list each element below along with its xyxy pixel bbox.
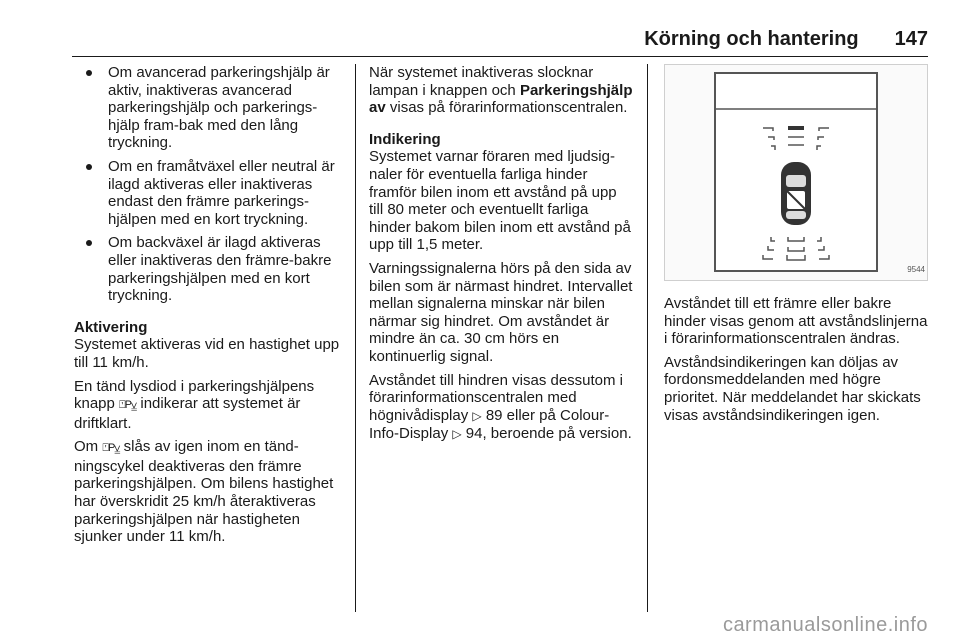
text-span: eller på Colour-Info-Display bbox=[369, 406, 610, 443]
paragraph-signals: Varningssignalerna hörs på den sida av bilen som är närmast hindret. Intervallet mellan signalerna minskar när bilen närmar sig hindret. Om avståndet är mindre än ca. 30 cm hörs en kontinuerlig signal. bbox=[369, 259, 633, 365]
paragraph-distance-lines: Avståndet till ett främre eller bakre hinder visas genom att avståndslinjerna i förarinformationscentralen ändras. bbox=[664, 295, 928, 348]
text-span: indikerar att systemet är driftklart. bbox=[74, 395, 301, 432]
bullet-item-3: Om backväxel är ilagd aktiveras eller inaktiveras den främre-bakre parkeringshjälpen med en kort tryckning. bbox=[74, 234, 342, 304]
car-icon bbox=[781, 162, 811, 225]
page-number: 147 bbox=[894, 28, 928, 50]
page-ref[interactable]: 94 bbox=[465, 425, 483, 443]
bullet-list bbox=[74, 64, 342, 305]
parking-display-figure bbox=[664, 64, 928, 281]
front-center-segment bbox=[788, 126, 804, 130]
parking-display-illustration bbox=[665, 65, 927, 280]
watermark: carmanualsonline.info bbox=[722, 614, 928, 636]
paragraph-led bbox=[74, 378, 342, 433]
park-assist-icon: ⍞P⩣ bbox=[102, 442, 120, 455]
reference-triangle-icon: ▷ bbox=[452, 427, 462, 442]
page-ref[interactable]: 89 bbox=[485, 406, 503, 424]
bullet-item-1: Om avancerad parkeringshjälp är aktiv, inaktiveras avancerad parkeringshjälp och parkeringshjälp fram-bak med den lång tryckning. bbox=[74, 64, 342, 152]
text-span: När systemet inaktiveras slocknar lampan i knappen och bbox=[369, 64, 594, 99]
header-rule bbox=[72, 56, 928, 57]
paragraph-warning: Systemet varnar föraren med ljudsignaler för eventuella farliga hinder framför bilen inom ett avstånd på upp till 80 meter och eventuellt farliga hinder bakom bilen inom ett avstånd på upp till 1,5 meter. bbox=[369, 148, 631, 254]
text-span: slås av igen inom en tändningscykel deaktiveras den främre parkeringshjälpen. Om bilens hastighet har överskridit 25 km/h återaktiveras parkeringshjälpen när hastigheten sjunker under 11 km/h. bbox=[74, 438, 334, 546]
text-span: En tänd lysdiod i parkeringshjälpens knapp bbox=[74, 377, 315, 413]
text-span: , beroende på version. bbox=[482, 425, 632, 443]
heading-aktivering: Aktivering bbox=[74, 318, 148, 336]
text-span: Om bbox=[74, 438, 103, 456]
column-divider-2 bbox=[647, 64, 648, 612]
figure-number: 9544 bbox=[907, 265, 925, 275]
paragraph-activation-speed: Systemet aktiveras vid en hastighet upp till 11 km/h. bbox=[74, 336, 340, 371]
reference-triangle-icon: ▷ bbox=[472, 408, 482, 423]
column-3 bbox=[664, 64, 928, 430]
text-span: Avståndet till hindren visas dessutom i förarinformationscentralen med högnivådisplay bbox=[369, 371, 624, 424]
chapter-title: Körning och hantering bbox=[644, 28, 859, 50]
column-divider-1 bbox=[355, 64, 356, 612]
page-header bbox=[72, 28, 928, 51]
column-2 bbox=[369, 64, 633, 450]
column-1 bbox=[74, 64, 342, 552]
paragraph-inactive bbox=[369, 64, 633, 117]
park-assist-icon: ⍞P⩣ bbox=[119, 399, 137, 412]
bullet-item-2: Om en framåtväxel eller neutral är ilagd aktiveras eller inaktiveras endast den främre parkeringshjälpen med en kort tryckning. bbox=[74, 158, 342, 228]
paragraph-deactivation bbox=[74, 438, 342, 546]
bold-term: Parkeringshjälp av bbox=[369, 81, 633, 117]
text-span: visas på förarinformationscentralen. bbox=[385, 99, 628, 117]
paragraph-hidden: Avståndsindikeringen kan döljas av fordonsmeddelanden med högre prioritet. När meddelandet har skickats visas avståndsindikeringen igen. bbox=[664, 353, 921, 424]
heading-indikering: Indikering bbox=[369, 130, 441, 148]
paragraph-display bbox=[369, 372, 633, 444]
